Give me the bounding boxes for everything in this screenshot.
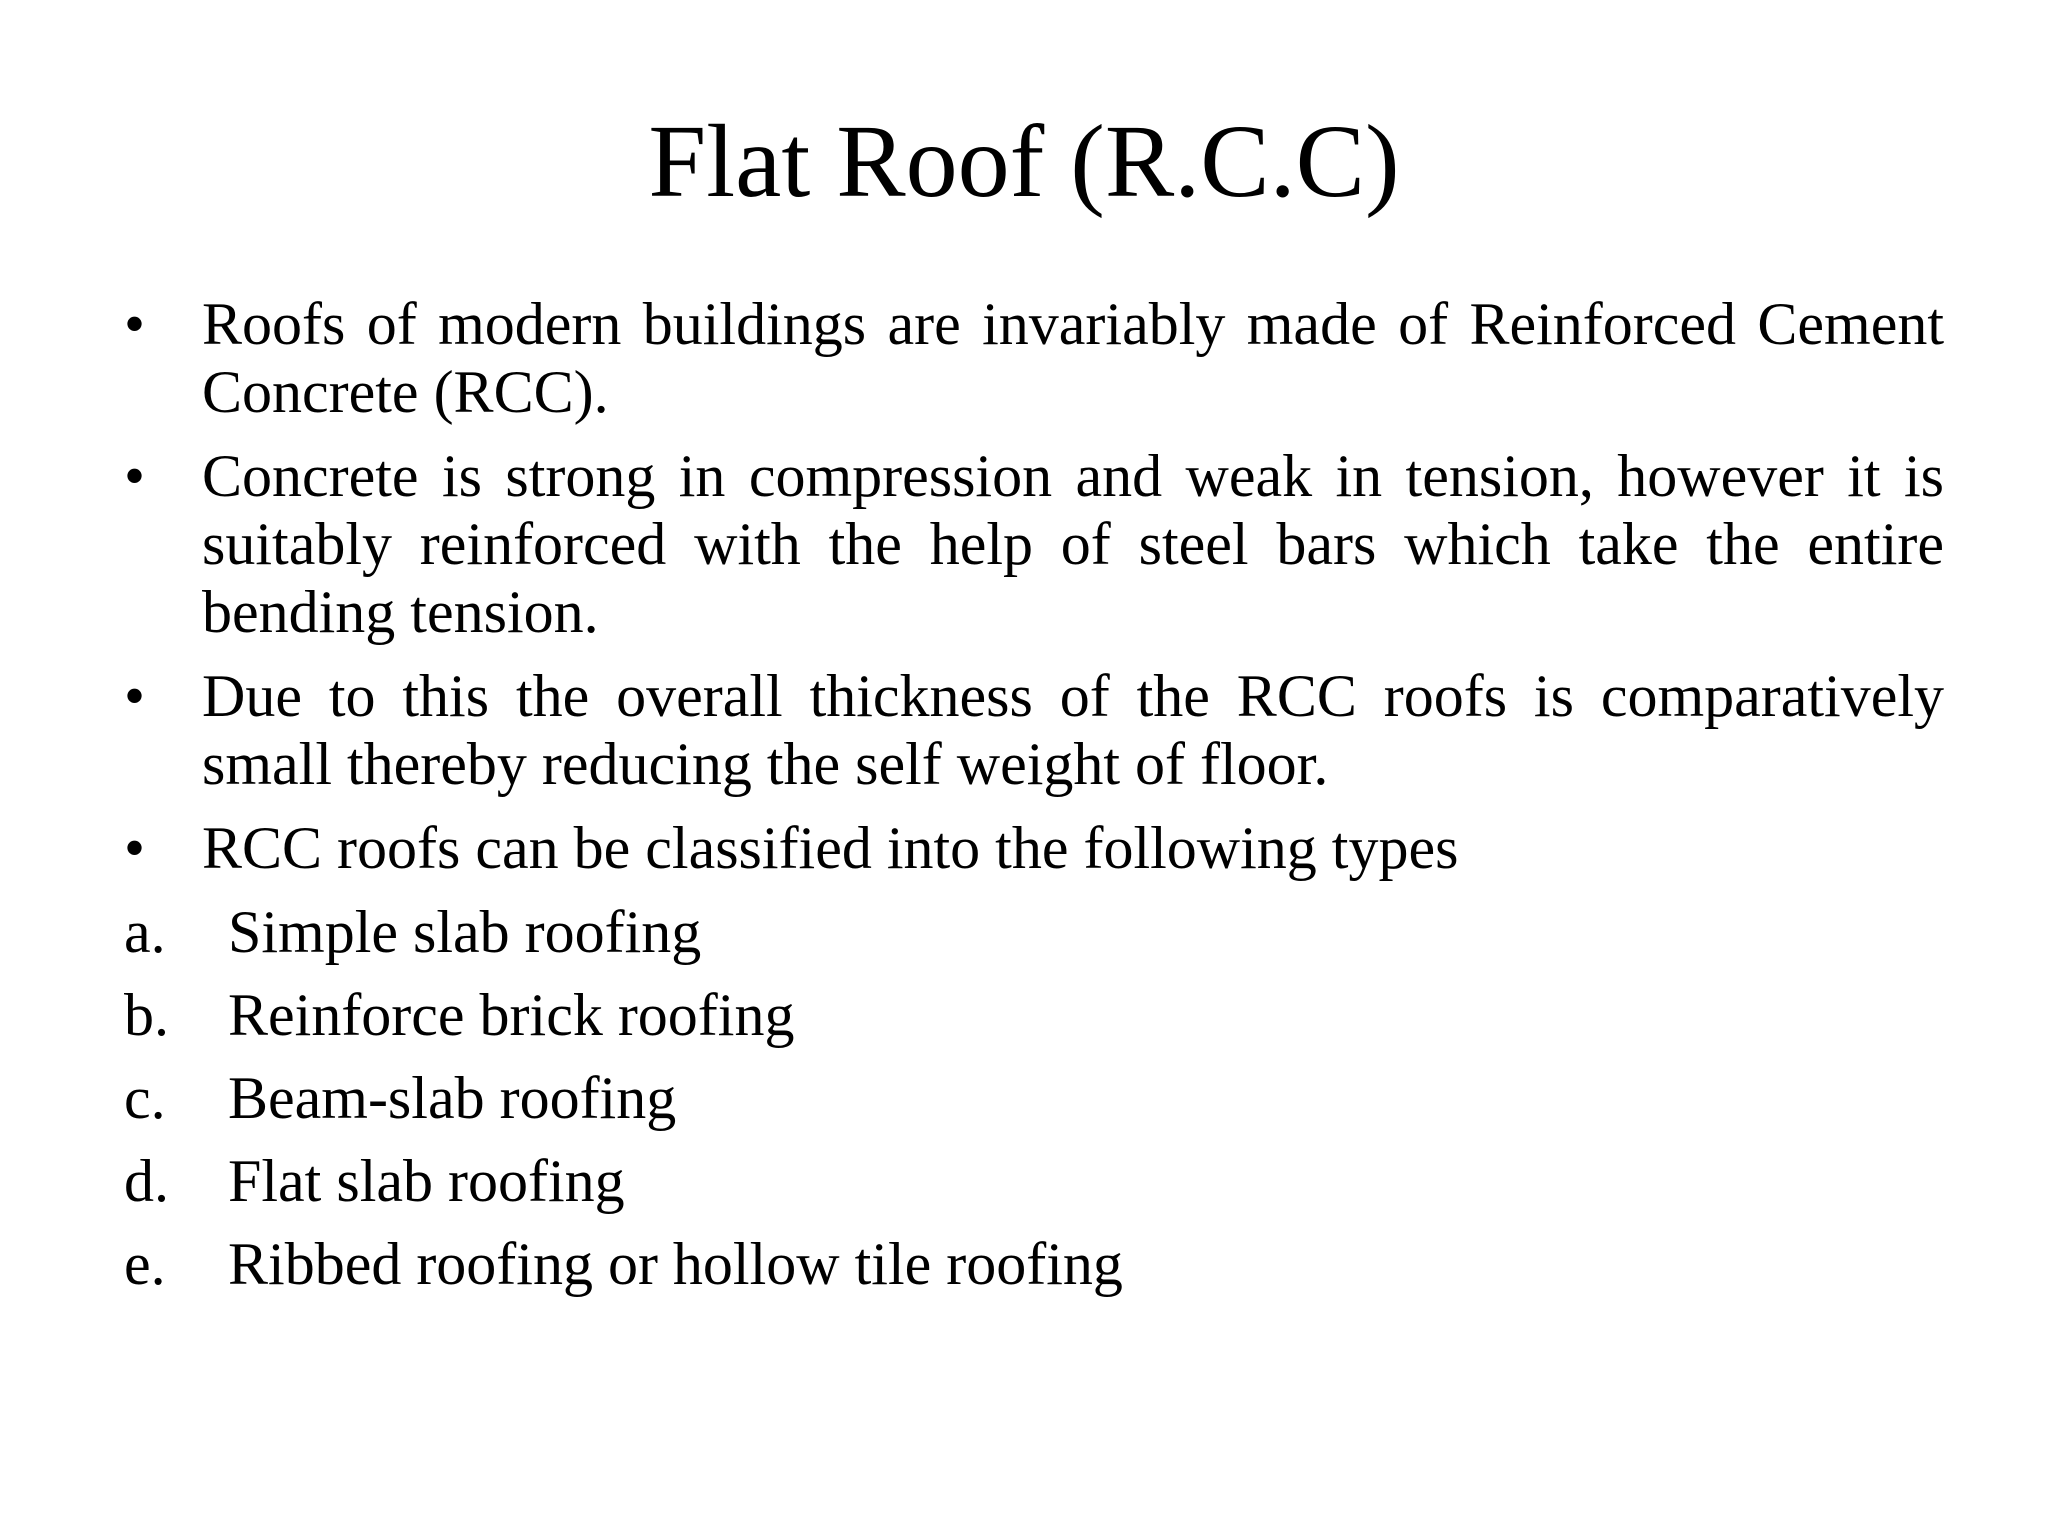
bullet-icon: • (124, 663, 146, 729)
type-text: Reinforce brick roofing (228, 982, 795, 1048)
list-marker: e. (124, 1231, 166, 1297)
type-text: Beam-slab roofing (228, 1065, 677, 1131)
type-list-item (124, 898, 1944, 966)
list-marker: d. (124, 1148, 169, 1214)
type-list-item (124, 1230, 1944, 1298)
list-marker: a. (124, 899, 166, 965)
bullet-text: RCC roofs can be classified into the following types (202, 815, 1459, 881)
bullet-text: Concrete is strong in compression and weak in tension, however it is suitably reinforced with the help of steel bars which take the entire bending tension. (202, 443, 1944, 645)
type-list-item (124, 981, 1944, 1049)
bullet-item (124, 662, 1944, 798)
bullet-icon: • (124, 815, 146, 881)
type-list-item (124, 1147, 1944, 1215)
bullet-item (124, 442, 1944, 646)
bullet-icon: • (124, 443, 146, 509)
type-text: Ribbed roofing or hollow tile roofing (228, 1231, 1123, 1297)
bullet-item (124, 814, 1944, 882)
type-text: Simple slab roofing (228, 899, 702, 965)
bullet-text: Roofs of modern buildings are invariably made of Reinforced Cement Concrete (RCC). (202, 291, 1944, 425)
type-text: Flat slab roofing (228, 1148, 625, 1214)
slide-body (124, 290, 1944, 1313)
list-marker: c. (124, 1065, 166, 1131)
bullet-text: Due to this the overall thickness of the RCC roofs is comparatively small thereby reducing the self weight of floor. (202, 663, 1944, 797)
slide-title: Flat Roof (R.C.C) (648, 104, 1400, 219)
list-marker: b. (124, 982, 169, 1048)
bullet-icon: • (124, 291, 146, 357)
bullet-item (124, 290, 1944, 426)
type-list-item (124, 1064, 1944, 1132)
